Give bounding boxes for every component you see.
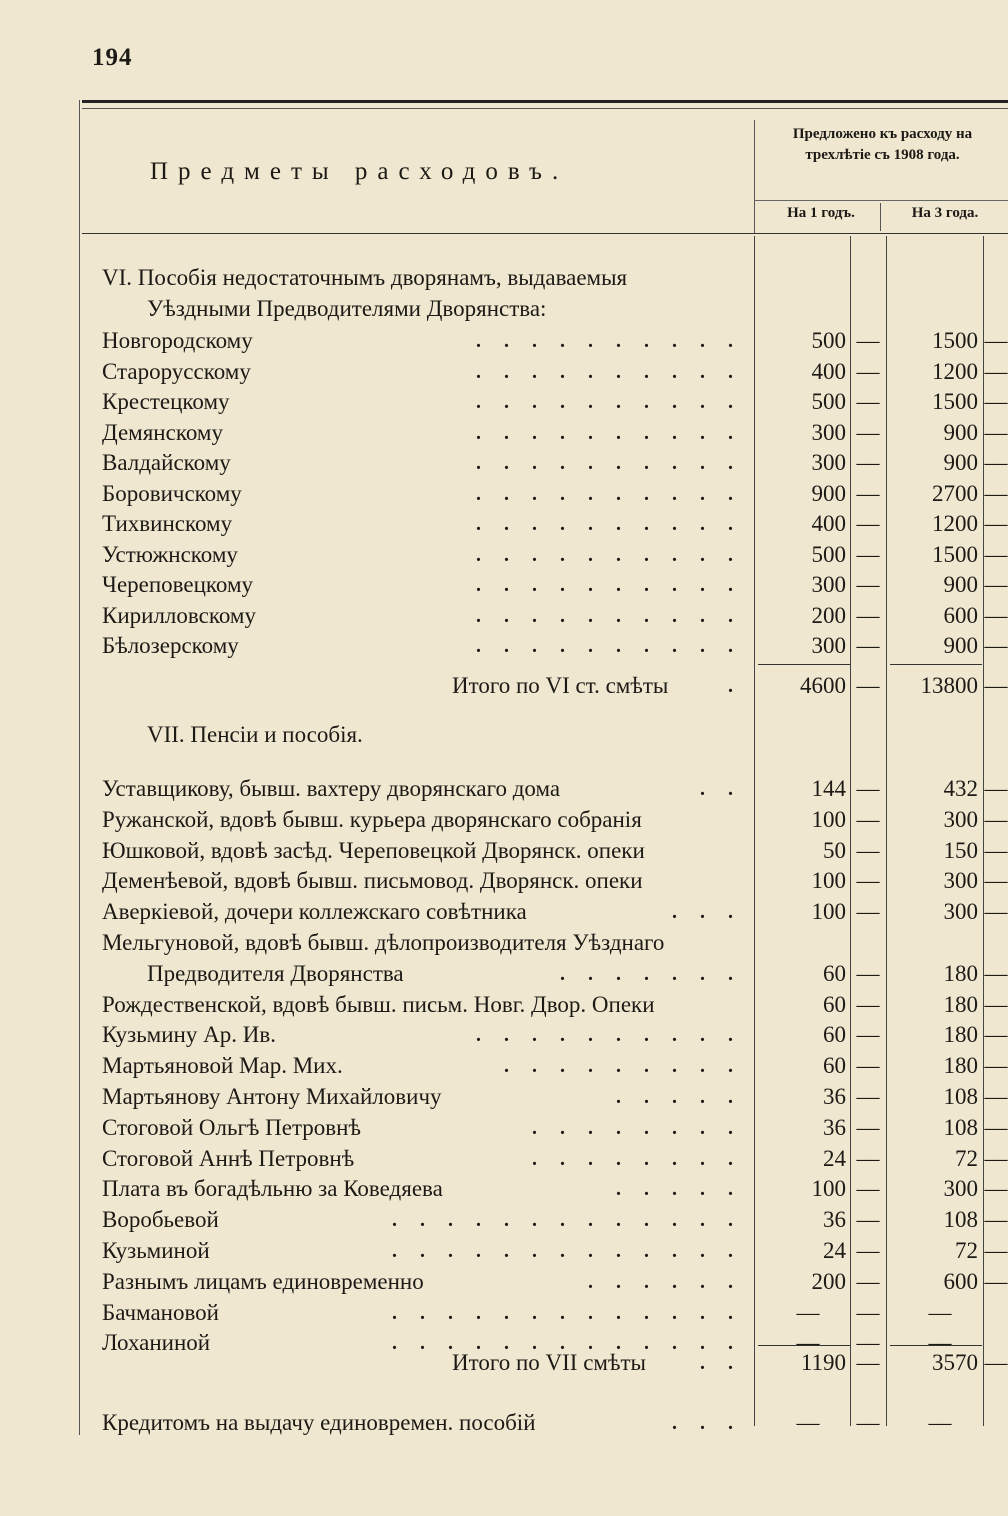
- row-leader-dots: . . . . . .: [588, 1270, 742, 1293]
- row-label: Ружанской, вдовѣ бывш. курьера дворянскаго собранія: [102, 806, 642, 832]
- row-dash-year1: —: [856, 602, 880, 628]
- row-dash-year1: —: [856, 776, 880, 801]
- row-value-year1: 144: [811, 776, 846, 801]
- row-leader-dots: . . . . . . . . . .: [476, 360, 742, 383]
- row-dash-year3: —: [984, 1145, 1008, 1171]
- row-value-year3: 1200: [932, 358, 978, 384]
- row-value-year1: 400: [811, 511, 846, 536]
- row-leader-dots: . . . . . . . . . . . . .: [392, 1240, 742, 1262]
- row-value-year3: 1500: [932, 328, 978, 353]
- row-dash-year3: —: [984, 389, 1008, 414]
- row-value-year1: 60: [823, 991, 846, 1017]
- row-dash-year3: —: [984, 419, 1008, 445]
- row-dash-year3: —: [984, 602, 1008, 628]
- credit-dots: . . .: [672, 1412, 742, 1434]
- row-value-year3: 108: [943, 1207, 978, 1233]
- row-leader-dots: . . . . . . . . . .: [476, 543, 742, 566]
- row-dash-year1: —: [856, 541, 880, 567]
- credit-y1: —: [796, 1410, 820, 1435]
- row-dash-year1: —: [856, 511, 880, 536]
- row-value-year1: 36: [823, 1084, 846, 1109]
- header-divider: [754, 120, 755, 233]
- row-leader-dots: . . . . . . . . . .: [476, 421, 742, 444]
- table-row: [0, 1113, 1008, 1143]
- row-leader-dots: . . . . . . . .: [532, 1116, 742, 1139]
- row-dash-year1: —: [856, 1299, 880, 1325]
- row-value-year1: 200: [811, 1268, 846, 1294]
- row-leader-dots: . . . . . . . .: [532, 1147, 742, 1170]
- header-year3: На 3 года.: [911, 205, 979, 221]
- row-label: Старорусскому: [102, 358, 251, 384]
- row-dash-year3: —: [984, 1053, 1008, 1079]
- row-value-year1: 24: [823, 1238, 846, 1263]
- section7-total-row: [0, 1348, 1008, 1378]
- row-dash-year3: —: [984, 1268, 1008, 1294]
- row-dash-year1: —: [856, 1145, 880, 1171]
- row-value-year1: 100: [811, 899, 846, 925]
- row-leader-dots: . . . . . . . . . .: [476, 482, 742, 505]
- row-label: Деменѣевой, вдовѣ бывш. письмовод. Дворянск. опеки: [102, 868, 643, 894]
- row-value-year3: 180: [943, 991, 978, 1017]
- row-dash-year1: —: [856, 868, 880, 894]
- row-dash-year3: —: [984, 837, 1008, 863]
- row-value-year3: 108: [943, 1114, 978, 1140]
- table-row: [0, 418, 1008, 448]
- table-row: [0, 448, 1008, 478]
- row-dash-year1: —: [856, 1084, 880, 1109]
- row-dash-year1: —: [856, 1114, 880, 1140]
- section7-total-y3: 3570: [932, 1350, 978, 1375]
- row-value-year3: 300: [943, 806, 978, 832]
- row-label: Аверкіевой, дочери коллежскаго совѣтника: [102, 899, 527, 925]
- row-dash-year1: —: [856, 806, 880, 832]
- row-dash-year1: —: [856, 991, 880, 1017]
- row-value-year1: 60: [823, 1022, 846, 1048]
- row-dash-year3: —: [984, 991, 1008, 1017]
- table-row: [0, 601, 1008, 631]
- row-label: Демянскому: [102, 419, 223, 445]
- table-row: [0, 836, 1008, 866]
- row-label: Лоханиной: [102, 1330, 211, 1356]
- table-row: [0, 928, 1008, 958]
- top-rule: [82, 100, 1008, 103]
- row-leader-dots: . . . . . . . . . .: [476, 452, 742, 474]
- table-row: [0, 357, 1008, 387]
- row-value-year1: 36: [823, 1207, 846, 1233]
- row-value-year3: 180: [943, 1053, 978, 1079]
- row-dash-year3: —: [984, 328, 1008, 353]
- row-value-year1: 300: [811, 419, 846, 445]
- row-label: Стоговой Аннѣ Петровнѣ: [102, 1145, 355, 1171]
- row-leader-dots: . . . . . . .: [560, 962, 742, 985]
- header-title: Предметы расходовъ.: [150, 158, 569, 185]
- row-dash-year1: —: [856, 358, 880, 384]
- row-value-year3: —: [928, 1330, 952, 1356]
- row-leader-dots: . . . . . . . . . .: [476, 391, 742, 413]
- top-rule-thin: [82, 108, 1008, 109]
- row-dash-year1: —: [856, 572, 880, 597]
- section7-total-dash1: —: [856, 1350, 880, 1375]
- section6-total-y3: 13800: [920, 673, 978, 698]
- row-leader-dots: . . . . . . . . . .: [476, 574, 742, 596]
- credit-label: Кредитомъ на выдачу единовремен. пособій: [102, 1410, 536, 1435]
- table-row: [0, 326, 1008, 356]
- row-value-year3: 2700: [932, 480, 978, 506]
- row-label: Боровичскому: [102, 480, 242, 506]
- row-value-year3: 1500: [932, 541, 978, 567]
- row-value-year3: 600: [943, 1268, 978, 1294]
- row-value-year3: 180: [943, 1022, 978, 1048]
- row-dash-year3: —: [984, 960, 1008, 986]
- row-value-year3: 300: [943, 1176, 978, 1202]
- row-label: Валдайскому: [102, 450, 231, 475]
- table-row: [0, 631, 1008, 661]
- row-value-year3: 900: [943, 450, 978, 475]
- section6-title-line1: VI. Пособія недостаточнымъ дворянамъ, выдаваемыя: [102, 265, 628, 290]
- header-bottom-rule: [82, 233, 1008, 234]
- row-label: Разнымъ лицамъ единовременно: [102, 1268, 424, 1294]
- table-row: [0, 1082, 1008, 1112]
- row-label: Устюжнскому: [102, 541, 238, 567]
- table-row: [0, 540, 1008, 570]
- row-dash-year3: —: [984, 868, 1008, 894]
- table-row: [0, 1051, 1008, 1081]
- row-value-year3: 900: [943, 633, 978, 658]
- table-row: [0, 897, 1008, 927]
- row-dash-year1: —: [856, 633, 880, 658]
- row-dash-year1: —: [856, 1330, 880, 1356]
- row-value-year3: 108: [943, 1084, 978, 1109]
- row-dash-year1: —: [856, 1053, 880, 1079]
- table-row: [0, 1174, 1008, 1204]
- row-value-year1: 100: [811, 806, 846, 832]
- row-dash-year3: —: [984, 899, 1008, 925]
- table-row: [0, 1205, 1008, 1235]
- row-dash-year3: —: [984, 776, 1008, 801]
- row-leader-dots: . .: [700, 778, 742, 800]
- section7-total-dots: . .: [700, 1352, 742, 1374]
- row-label: Тихвинскому: [102, 511, 233, 536]
- row-value-year3: 900: [943, 419, 978, 445]
- table-row: [0, 479, 1008, 509]
- section6-title-line2: Уѣздными Предводителями Дворянства:: [147, 296, 547, 321]
- section6-total-dash3: —: [984, 673, 1008, 698]
- table-row: [0, 1267, 1008, 1297]
- row-label: Мельгуновой, вдовѣ бывш. дѣлопроизводителя Уѣзднаго: [102, 930, 665, 955]
- row-leader-dots: . . . . . . . . . .: [476, 513, 742, 535]
- row-leader-dots: . . . . . . . . . .: [476, 1024, 742, 1047]
- row-label: Предводителя Дворянства: [147, 960, 404, 986]
- table-row: [0, 570, 1008, 600]
- row-dash-year1: —: [856, 328, 880, 353]
- row-dash-year1: —: [856, 837, 880, 863]
- row-dash-year3: —: [984, 541, 1008, 567]
- row-label: Кузьмину Ар. Ив.: [102, 1022, 276, 1048]
- row-value-year3: —: [928, 1299, 952, 1325]
- row-value-year1: 300: [811, 450, 846, 475]
- section7-total-dash3: —: [984, 1350, 1008, 1375]
- row-dash-year1: —: [856, 1238, 880, 1263]
- row-label: Рождественской, вдовѣ бывш. письм. Новг. Двор. Опеки: [102, 991, 655, 1017]
- table-row: [0, 1144, 1008, 1174]
- row-label: Новгородскому: [102, 328, 253, 353]
- row-value-year3: 300: [943, 868, 978, 894]
- row-value-year3: 72: [955, 1238, 978, 1263]
- row-value-year1: 50: [823, 837, 846, 863]
- row-value-year1: 60: [823, 1053, 846, 1079]
- row-value-year1: 300: [811, 633, 846, 658]
- row-leader-dots: . . . . . . . . . . . . .: [392, 1332, 742, 1355]
- row-dash-year3: —: [984, 1114, 1008, 1140]
- row-leader-dots: . . . . . . . . . .: [476, 330, 742, 352]
- table-row: [0, 774, 1008, 804]
- row-dash-year1: —: [856, 899, 880, 925]
- row-dash-year1: —: [856, 419, 880, 445]
- sum-line-6a: [758, 664, 850, 665]
- row-label: Уставщикову, бывш. вахтеру дворянскаго дома: [102, 776, 561, 801]
- row-value-year3: 72: [955, 1145, 978, 1171]
- row-value-year1: 500: [811, 328, 846, 353]
- row-dash-year1: —: [856, 389, 880, 414]
- table-row: [0, 509, 1008, 539]
- page-number: 194: [92, 44, 133, 71]
- section6-total-dash1: —: [856, 673, 880, 698]
- row-label: Плата въ богадѣльню за Коведяева: [102, 1176, 443, 1202]
- row-value-year1: 100: [811, 868, 846, 894]
- row-value-year1: 900: [811, 480, 846, 506]
- header-year1: На 1 годъ.: [787, 205, 855, 221]
- row-leader-dots: . . .: [672, 901, 742, 924]
- row-label: Бѣлозерскому: [102, 633, 239, 658]
- row-label: Крестецкому: [102, 389, 230, 414]
- row-value-year1: 24: [823, 1145, 846, 1171]
- row-leader-dots: . . . . .: [616, 1178, 742, 1201]
- row-label: Бачмановой: [102, 1299, 219, 1325]
- section7-total-y1: 1190: [800, 1350, 846, 1375]
- section6-total-y1: 4600: [800, 673, 846, 698]
- row-label: Мартьянову Антону Михайловичу: [102, 1084, 442, 1109]
- section6-total-row: [0, 671, 1008, 701]
- section7-total-label: Итого по VII смѣты: [452, 1350, 646, 1375]
- sum-line-6b: [890, 664, 982, 665]
- row-dash-year3: —: [984, 1238, 1008, 1263]
- row-value-year1: 500: [811, 541, 846, 567]
- row-dash-year3: —: [984, 633, 1008, 658]
- row-leader-dots: . . . . . . . . . . . . .: [392, 1209, 742, 1232]
- section7-title: VII. Пенсіи и пособія.: [147, 722, 363, 747]
- row-leader-dots: . . . . .: [616, 1086, 742, 1108]
- row-dash-year3: —: [984, 480, 1008, 506]
- row-value-year3: 900: [943, 572, 978, 597]
- row-value-year3: 1500: [932, 389, 978, 414]
- table-row: [0, 1020, 1008, 1050]
- row-value-year1: 100: [811, 1176, 846, 1202]
- row-dash-year1: —: [856, 1207, 880, 1233]
- table-row: [0, 990, 1008, 1020]
- row-label: Мартьяновой Мар. Мих.: [102, 1053, 343, 1079]
- row-value-year3: 432: [943, 776, 978, 801]
- row-value-year1: 400: [811, 358, 846, 384]
- row-dash-year3: —: [984, 572, 1008, 597]
- row-value-year3: 150: [943, 837, 978, 863]
- row-label: Череповецкому: [102, 572, 254, 597]
- row-value-year3: 1200: [932, 511, 978, 536]
- row-value-year1: —: [796, 1330, 820, 1356]
- row-value-year3: 600: [943, 602, 978, 628]
- row-dash-year3: —: [984, 1084, 1008, 1109]
- section6-total-dots: .: [728, 675, 742, 697]
- header-subdivider: [754, 200, 1008, 201]
- credit-dash1: —: [856, 1410, 880, 1435]
- row-value-year3: 300: [943, 899, 978, 925]
- credit-row: [0, 1408, 1008, 1438]
- row-value-year1: 200: [811, 602, 846, 628]
- row-value-year1: —: [796, 1299, 820, 1325]
- row-dash-year1: —: [856, 480, 880, 506]
- row-dash-year3: —: [984, 511, 1008, 536]
- row-dash-year1: —: [856, 960, 880, 986]
- row-dash-year3: —: [984, 450, 1008, 475]
- row-value-year1: 36: [823, 1114, 846, 1140]
- row-label: Кирилловскому: [102, 602, 256, 628]
- row-leader-dots: . . . . . . . . . . . . .: [392, 1301, 742, 1324]
- row-dash-year1: —: [856, 1176, 880, 1202]
- table-row: [0, 959, 1008, 989]
- row-leader-dots: . . . . . . . . .: [504, 1055, 742, 1078]
- row-leader-dots: . . . . . . . . . .: [476, 604, 742, 627]
- row-label: Юшковой, вдовѣ засѣд. Череповецкой Дворянск. опеки: [102, 837, 645, 863]
- table-row: [0, 1236, 1008, 1266]
- row-dash-year1: —: [856, 1268, 880, 1294]
- row-value-year1: 60: [823, 960, 846, 986]
- row-label: Стоговой Ольгѣ Петровнѣ: [102, 1114, 361, 1140]
- row-dash-year1: —: [856, 450, 880, 475]
- credit-y3: —: [928, 1410, 952, 1435]
- row-dash-year3: —: [984, 1022, 1008, 1048]
- table-row: [0, 387, 1008, 417]
- table-row: [0, 1298, 1008, 1328]
- header-proposed: Предложено къ расходу на трехлѣтіе съ 1908 года.: [792, 126, 973, 163]
- row-label: Воробьевой: [102, 1207, 219, 1233]
- row-value-year3: 180: [943, 960, 978, 986]
- row-dash-year1: —: [856, 1022, 880, 1048]
- table-row: [0, 805, 1008, 835]
- row-leader-dots: . . . . . . . . . .: [476, 635, 742, 657]
- row-dash-year3: —: [984, 358, 1008, 384]
- row-dash-year3: —: [984, 1207, 1008, 1233]
- row-value-year1: 500: [811, 389, 846, 414]
- sum-line-7a: [758, 1345, 850, 1346]
- row-label: Кузьминой: [102, 1238, 210, 1263]
- row-value-year1: 300: [811, 572, 846, 597]
- row-dash-year3: —: [984, 1176, 1008, 1202]
- sum-line-7b: [890, 1345, 982, 1346]
- row-dash-year3: —: [984, 806, 1008, 832]
- section6-total-label: Итого по VI ст. смѣты: [452, 673, 669, 698]
- table-row: [0, 866, 1008, 896]
